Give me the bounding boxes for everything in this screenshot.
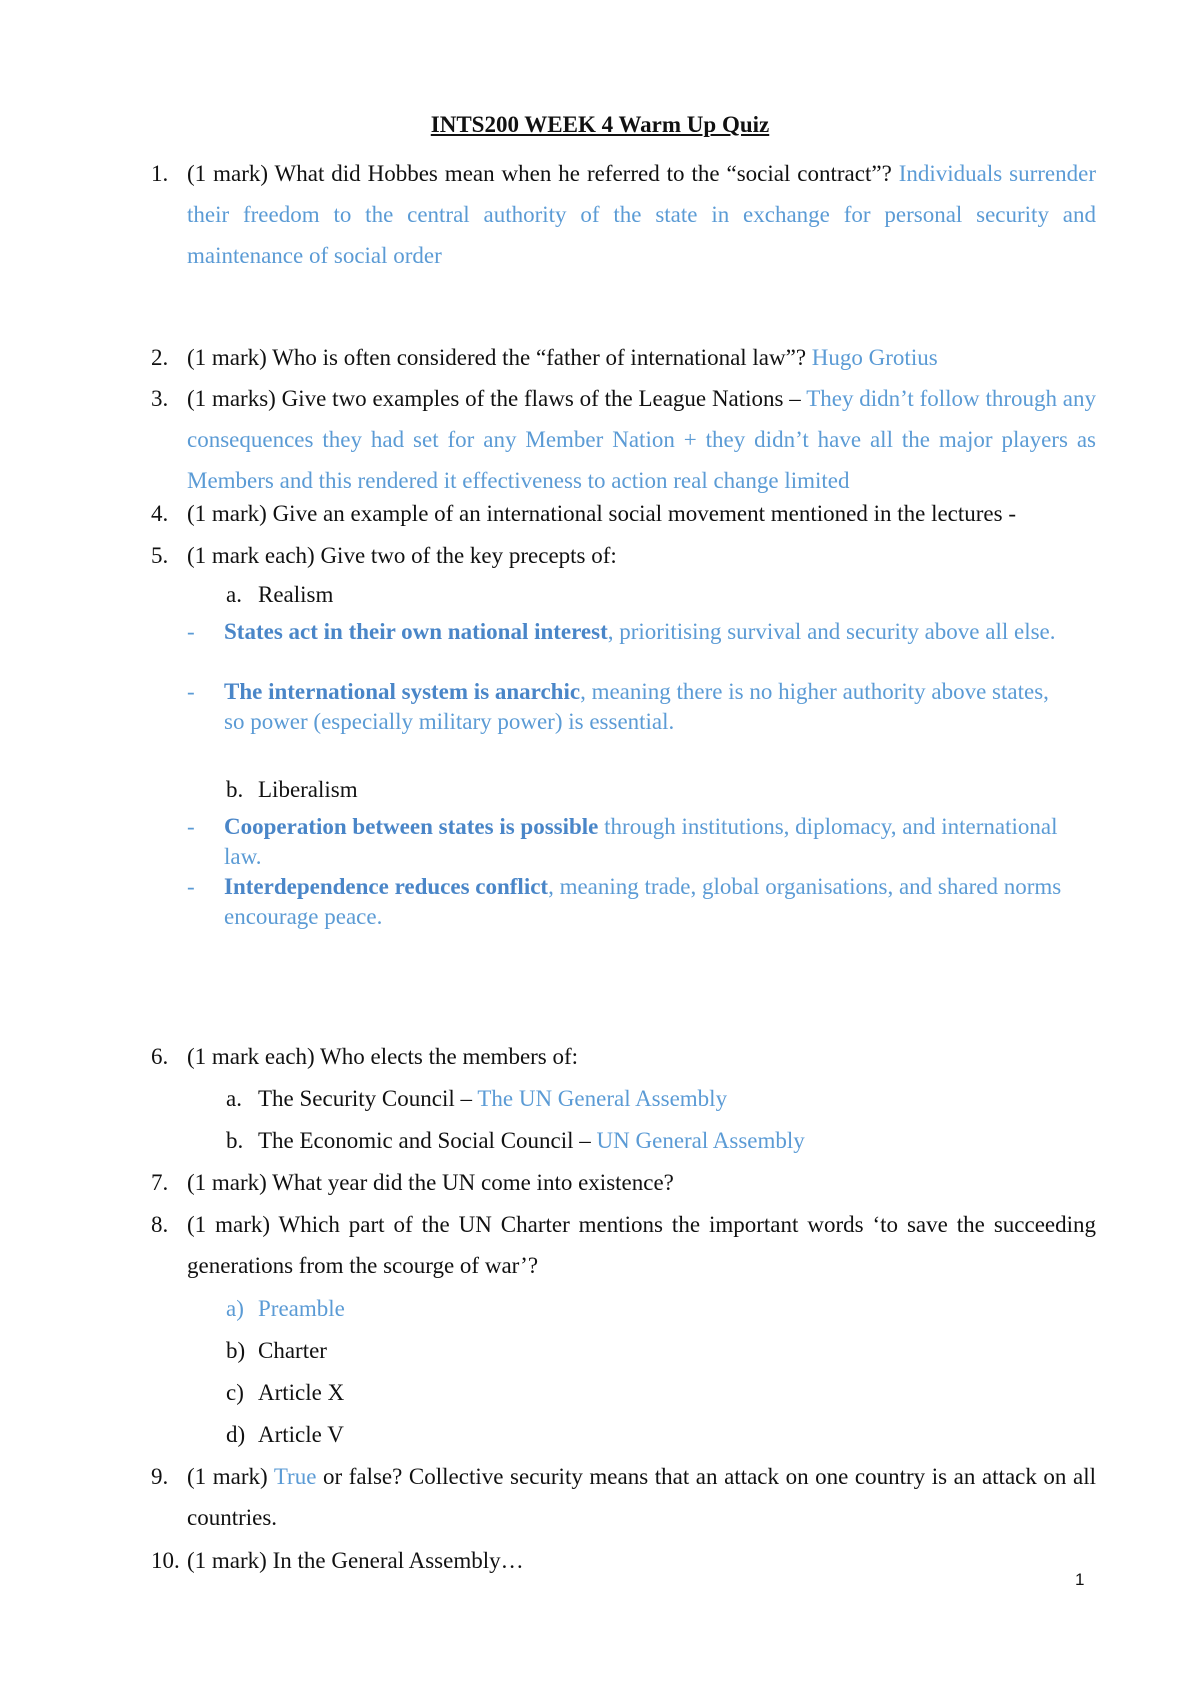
page-number: 1 (1075, 1570, 1085, 1589)
option-c (226, 1372, 344, 1413)
question-6 (151, 1036, 1096, 1077)
answer-text: Hugo Grotius (811, 345, 938, 370)
option-text: Article X (258, 1380, 345, 1405)
sub-item-security-council (226, 1078, 727, 1119)
option-text: Article V (258, 1422, 344, 1447)
bullet-rest: , meaning trade, global organisations, and shared norms encourage peace. (224, 874, 1062, 929)
bullet-bold: Cooperation between states is possible (224, 814, 599, 839)
question-text: (1 mark) What year did the UN come into existence? (187, 1170, 674, 1195)
liberalism-bullet-2 (187, 872, 1067, 932)
option-text: Preamble (258, 1296, 345, 1321)
bullet-bold: States act in their own national interest (224, 619, 608, 644)
question-prefix: (1 mark) (187, 1464, 274, 1489)
question-10 (151, 1540, 1096, 1581)
option-label: b) (226, 1338, 246, 1363)
answer-text: True (273, 1464, 317, 1489)
question-number: 3. (151, 386, 169, 411)
question-text: (1 mark each) Give two of the key precepts of: (187, 543, 617, 568)
option-b (226, 1330, 327, 1371)
option-text: Charter (258, 1338, 327, 1363)
sub-item-liberalism (226, 769, 358, 810)
dash-marker: - (187, 679, 195, 704)
bullet-rest: through institutions, diplomacy, and international law. (224, 814, 1058, 869)
dash-marker: - (187, 874, 195, 899)
question-text: (1 mark) Which part of the UN Charter mentions the important words ‘to save the succeeding generations from the scourge of war’? (187, 1212, 1096, 1278)
bullet-bold: Interdependence reduces conflict (224, 874, 549, 899)
question-text: (1 mark) What did Hobbes mean when he referred to the “social contract”? (187, 161, 899, 186)
question-text: or false? Collective security means that an attack on one country is an attack on all countries. (187, 1464, 1096, 1530)
question-text: (1 marks) Give two examples of the flaws of the League Nations – (187, 386, 807, 411)
sub-label: b. (226, 1128, 244, 1153)
answer-text: UN General Assembly (596, 1128, 805, 1153)
sub-text: The Economic and Social Council – (258, 1128, 597, 1153)
question-number: 6. (151, 1044, 169, 1069)
question-9 (151, 1456, 1096, 1538)
question-number: 5. (151, 543, 169, 568)
sub-label: a. (226, 1086, 242, 1111)
question-3 (151, 378, 1096, 501)
page-title: INTS200 WEEK 4 Warm Up Quiz (430, 112, 770, 137)
sub-text: Realism (258, 582, 334, 607)
option-d (226, 1414, 344, 1455)
bullet-rest: , prioritising survival and security above all else. (607, 619, 1056, 644)
bullet-rest: , meaning there is no higher authority above states, so power (especially military power) is essential. (224, 679, 1049, 734)
question-5 (151, 535, 1096, 576)
question-4 (151, 493, 1096, 534)
question-8 (151, 1204, 1096, 1286)
question-text: (1 mark) In the General Assembly… (187, 1548, 524, 1573)
answer-text: They didn’t follow through any consequences they had set for any Member Nation + they didn’t have all the major players as Members and this rendered it effectiveness to action real change limited (187, 386, 1097, 493)
question-number: 7. (151, 1170, 169, 1195)
realism-bullet-1 (187, 617, 1067, 647)
sub-label: b. (226, 777, 244, 802)
question-1 (151, 153, 1096, 276)
question-number: 1. (151, 161, 169, 186)
realism-bullet-2 (187, 677, 1067, 737)
question-2 (151, 337, 1096, 378)
question-7 (151, 1162, 1096, 1203)
option-label: c) (226, 1380, 244, 1405)
question-number: 4. (151, 501, 169, 526)
sub-item-ecosoc (226, 1120, 805, 1161)
option-label: a) (226, 1296, 244, 1321)
option-label: d) (226, 1422, 246, 1447)
dash-marker: - (187, 619, 195, 644)
question-number: 8. (151, 1212, 169, 1237)
bullet-bold: The international system is anarchic (224, 679, 581, 704)
sub-text: The Security Council – (258, 1086, 478, 1111)
option-a (226, 1288, 345, 1329)
sub-item-realism (226, 574, 333, 615)
liberalism-bullet-1 (187, 812, 1067, 872)
sub-text: Liberalism (258, 777, 358, 802)
dash-marker: - (187, 814, 195, 839)
question-number: 2. (151, 345, 169, 370)
answer-text: Individuals surrender their freedom to the central authority of the state in exchange for personal security and maintenance of social order (187, 161, 1096, 268)
question-number: 9. (151, 1464, 169, 1489)
answer-text: The UN General Assembly (477, 1086, 728, 1111)
question-text: (1 mark each) Who elects the members of: (187, 1044, 579, 1069)
sub-label: a. (226, 582, 242, 607)
question-text: (1 mark) Give an example of an international social movement mentioned in the lectures - (187, 501, 1016, 526)
question-number: 10. (151, 1548, 180, 1573)
question-text: (1 mark) Who is often considered the “father of international law”? (187, 345, 812, 370)
